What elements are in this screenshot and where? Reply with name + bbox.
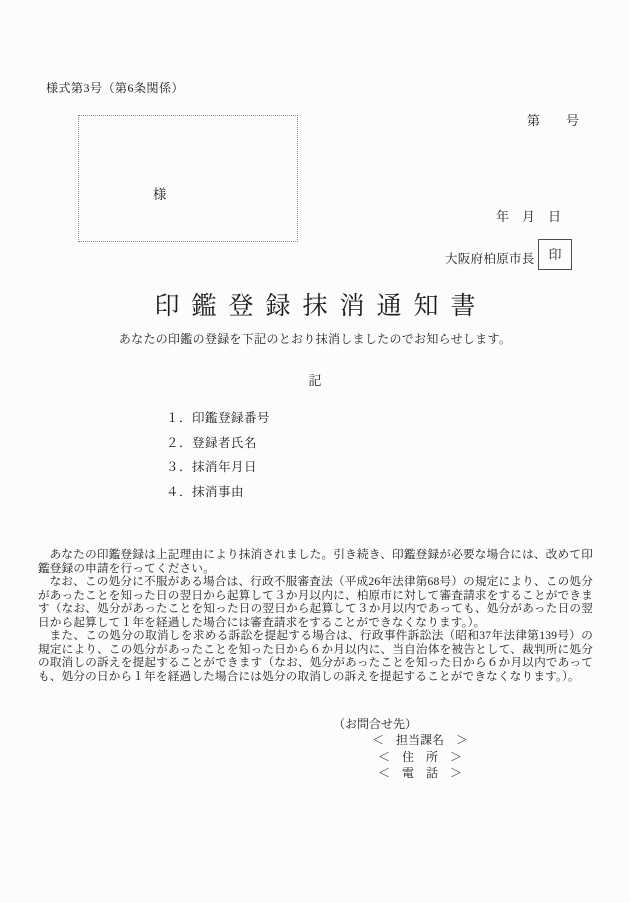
issuer-name-label: 大阪府柏原市長 [445,252,535,266]
list-item-cancellation-reason: ４．抹消事由 [166,484,245,499]
cancellation-detail-list [166,408,270,506]
paragraph-administrative-appeal: なお、この処分に不服がある場合は、行政不服審査法（平成26年法律第68号）の規定により、この処分があったことを知った日の翌日から起算して３か月以内に、柏原市に対して審査請求をすることができます（なお、処分があったことを知った日の翌日から起算して３か月以内であっても、処分があった日の翌日から起算して１年を経過した場合には審査請求をすることができなくなります。）。 [38,575,593,629]
paragraph-reapplication-notice: あなたの印鑑登録は上記理由により抹消されました。引き続き、印鑑登録が必要な場合には、改めて印鑑登録の申請を行ってください。 [38,548,593,575]
paragraph-lawsuit-notice: また、この処分の取消しを求める訴訟を提起する場合は、行政事件訴訟法（昭和37年法律第139号）の規定により、この処分があったことを知った日から６か月以内に、当自治体を被告として、裁判所に処分の取消しの訴えを提起することができます（なお、処分があったことを知った日から６か月以内であっても、処分の日から１年を経過した場合には処分の取消しの訴えを提起することができなくなります。）。 [38,629,593,683]
contact-phone-line: ＜ 電 話 ＞ [377,766,462,781]
contact-department-line: ＜ 担当課名 ＞ [371,733,468,747]
issue-date-line: 年 月 日 [496,209,562,224]
recipient-honorific-label: 様 [153,187,167,202]
list-item-cancellation-date: ３．抹消年月日 [166,460,258,475]
form-number-label: 様式第3号（第6条関係） [46,81,185,95]
recipient-address-box [78,115,298,242]
official-seal-placeholder: 印 [538,239,572,270]
contact-address-line: ＜ 住 所 ＞ [377,749,462,764]
list-item-registration-number: １．印鑑登録番号 [166,411,271,425]
document-title: 印鑑登録抹消通知書 [154,293,488,320]
legal-notice-body [38,548,593,683]
document-subtitle: あなたの印鑑の登録を下記のとおり抹消しましたのでお知らせします。 [118,332,512,346]
contact-section-heading: （お問合せ先） [333,717,418,731]
list-item-registrant-name: ２．登録者氏名 [166,435,258,450]
document-number-label: 第 号 [527,113,580,128]
contact-details [354,732,486,782]
record-marker: 記 [308,373,322,388]
